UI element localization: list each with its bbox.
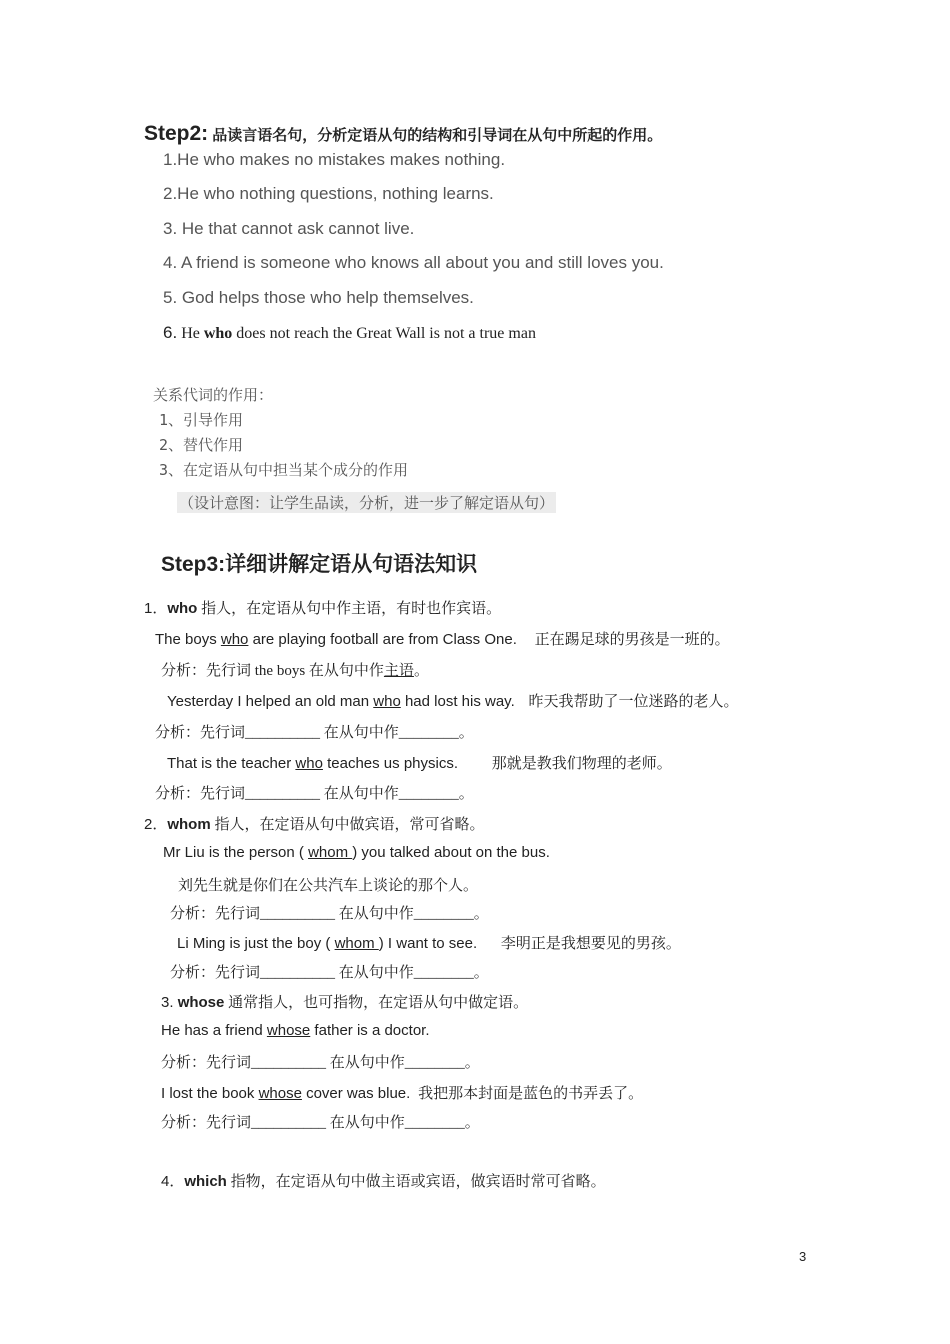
which-desc: 指物，在定语从句中做主语或宾语，做宾语时常可省略。 xyxy=(230,1174,606,1190)
who-ex2-translation: 昨天我帮助了一位迷路的老人。 xyxy=(528,694,739,710)
quote-5: 5. God helps those who help themselves. xyxy=(163,288,474,307)
who-ex3-pre: That is the teacher xyxy=(167,755,296,772)
whose-ex2-post: cover was blue. xyxy=(301,1085,411,1102)
function-item-3: 3、在定语从句中担当某个成分的作用 xyxy=(159,461,409,479)
whose-analysis-1: 分析：先行词__________ 在从句中作________。 xyxy=(161,1055,480,1071)
who-ex2-pre: Yesterday I helped an old man xyxy=(167,693,374,710)
whose-ex1-keyword: whose xyxy=(266,1022,311,1039)
whose-ex2-keyword: whose xyxy=(258,1085,302,1102)
who-ex3-post: teaches us physics. xyxy=(322,755,459,772)
whose-num: 3. xyxy=(161,994,178,1011)
whose-example-2 xyxy=(161,1082,643,1103)
who-ex2-post: had lost his way. xyxy=(400,693,515,710)
step2-label: Step2: xyxy=(144,122,209,145)
quote-6-num: 6. xyxy=(163,323,178,342)
whom-ex2-keyword: whom xyxy=(334,935,379,952)
whom-word: whom xyxy=(167,816,211,833)
who-desc: 指人，在定语从句中作主语，有时也作宾语。 xyxy=(201,601,502,617)
whom-ex2-pre: Li Ming is just the boy ( xyxy=(177,935,335,952)
function-item-2: 2、替代作用 xyxy=(159,436,244,454)
who-ex3-translation: 那就是教我们物理的老师。 xyxy=(491,756,672,772)
whom-ex1-post: ) you talked about on the bus. xyxy=(352,844,550,861)
whose-ex2-pre: I lost the book xyxy=(161,1085,259,1102)
quote-6-bold: who xyxy=(203,325,233,342)
whose-ex2-translation: 我把那本封面是蓝色的书弄丢了。 xyxy=(418,1086,644,1102)
who-example-2 xyxy=(167,690,739,711)
whom-ex2-post: ) I want to see. xyxy=(378,935,478,952)
whom-analysis-2: 分析：先行词__________ 在从句中作________。 xyxy=(170,965,489,981)
which-num: 4． xyxy=(161,1173,185,1190)
who-analysis1-pre: 分析：先行词 the boys 在从句中作 xyxy=(161,663,384,679)
function-item-1: 1、引导作用 xyxy=(159,411,244,429)
who-analysis1-post: 。 xyxy=(413,663,429,679)
quote-4: 4. A friend is someone who knows all about you and still loves you. xyxy=(163,253,664,272)
whom-example-2 xyxy=(177,932,681,953)
who-ex1-translation: 正在踢足球的男孩是一班的。 xyxy=(534,632,730,648)
quote-3: 3. He that cannot ask cannot live. xyxy=(163,219,415,238)
whose-ex1-post: father is a doctor. xyxy=(310,1022,430,1039)
step2-heading xyxy=(144,122,662,146)
whom-example-1 xyxy=(163,844,550,861)
step2-title: 品读言语名句，分析定语从句的结构和引导词在从句中所起的作用。 xyxy=(212,126,663,144)
who-example-3 xyxy=(167,752,672,773)
who-ex3-keyword: who xyxy=(295,755,323,772)
quote-1: 1.He who makes no mistakes makes nothing. xyxy=(163,150,506,169)
whom-ex1-keyword: whom xyxy=(308,844,353,861)
which-word: which xyxy=(184,1173,227,1190)
whom-ex1-translation: 刘先生就是你们在公共汽车上谈论的那个人。 xyxy=(178,878,479,894)
who-word: who xyxy=(167,600,198,617)
who-analysis-2: 分析：先行词__________ 在从句中作________。 xyxy=(155,725,474,741)
whose-analysis-2: 分析：先行词__________ 在从句中作________。 xyxy=(161,1115,480,1131)
whose-rule xyxy=(161,991,528,1012)
who-num: 1． xyxy=(144,600,168,617)
design-intent: （设计意图：让学生品读，分析，进一步了解定语从句） xyxy=(177,492,556,513)
whom-analysis-1: 分析：先行词__________ 在从句中作________。 xyxy=(170,906,489,922)
quote-6-post: does not reach the Great Wall is not a true man xyxy=(232,325,536,342)
who-ex2-keyword: who xyxy=(373,693,401,710)
whom-desc: 指人，在定语从句中做宾语，常可省略。 xyxy=(214,817,485,833)
who-ex1-keyword: who xyxy=(220,631,249,648)
who-ex1-post: are playing football are from Class One. xyxy=(248,631,517,648)
whom-ex1-pre: Mr Liu is the person ( xyxy=(163,844,309,861)
quote-2: 2.He who nothing questions, nothing learns. xyxy=(163,184,494,203)
whom-ex2-translation: 李明正是我想要见的男孩。 xyxy=(500,936,681,952)
page-number: 3 xyxy=(799,1249,807,1264)
who-analysis1-answer: 主语 xyxy=(383,663,414,679)
which-rule xyxy=(161,1170,606,1191)
whose-desc: 通常指人，也可指物，在定语从句中做定语。 xyxy=(228,995,529,1011)
whose-ex1-pre: He has a friend xyxy=(161,1022,267,1039)
quote-6 xyxy=(163,323,536,343)
who-ex1-pre: The boys xyxy=(155,631,221,648)
who-analysis-1 xyxy=(161,659,429,680)
who-example-1 xyxy=(155,628,730,649)
who-rule xyxy=(144,597,501,618)
whom-num: 2． xyxy=(144,816,168,833)
whom-rule xyxy=(144,813,484,834)
who-analysis-3: 分析：先行词__________ 在从句中作________。 xyxy=(155,786,474,802)
step3-heading: Step3:详细讲解定语从句语法知识 xyxy=(161,553,478,576)
quote-6-pre: He xyxy=(181,325,204,342)
whose-example-1 xyxy=(161,1022,430,1039)
functions-title: 关系代词的作用： xyxy=(153,386,274,404)
whose-word: whose xyxy=(177,994,225,1011)
